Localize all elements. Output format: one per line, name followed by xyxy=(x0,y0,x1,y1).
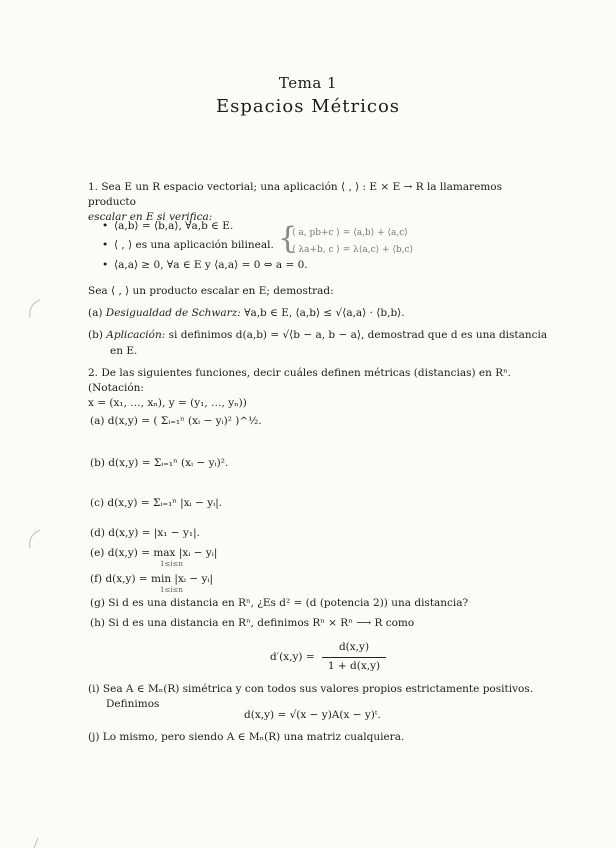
bilinear-note-1: ⟨ a, pb+c ⟩ = ⟨a,b⟩ + ⟨a,c⟩ xyxy=(292,228,408,238)
tema-heading: Tema 1 xyxy=(278,74,338,92)
ex2-item-i-text: Sea A ∈ Mₙ(R) simétrica y con todos sus valores propios estrictamente positivos. xyxy=(102,683,534,695)
ex1-intro-line1: 1. Sea E un R espacio vectorial; una aplicación ⟨ , ⟩ : E × E → R la llamaremos producto xyxy=(88,181,502,208)
bilinear-note-2: ⟨ λa+b, c ⟩ = λ⟨a,c⟩ + ⟨b,c⟩ xyxy=(292,245,414,255)
ex2-item-g xyxy=(90,596,550,611)
ex1-item-b-text: si definimos d(a,b) = √⟨b − a, b − a⟩, demostrad que d es una distancia xyxy=(168,329,548,341)
ex2-item-f-text: d(x,y) = min |xᵢ − yᵢ| xyxy=(105,573,214,585)
ex2-item-e-label: (e) xyxy=(90,547,105,559)
ex2-item-j-text: Lo mismo, pero siendo A ∈ Mₙ(R) una matriz cualquiera. xyxy=(102,731,405,743)
ex2-item-a xyxy=(90,414,262,429)
ex2-item-j-label: (j) xyxy=(88,731,100,743)
ex1-item-b-name: Aplicación: xyxy=(106,329,166,341)
h-formula-numerator: d(x,y) xyxy=(338,641,370,653)
ex2-item-h xyxy=(90,616,550,631)
ex2-item-h-text: Si d es una distancia en Rⁿ, definimos Rⁿ × Rⁿ ⟶ R como xyxy=(108,617,415,629)
ex2-item-h-label: (h) xyxy=(90,617,105,629)
page-title: Espacios Métricos xyxy=(215,96,401,117)
ex2-item-g-label: (g) xyxy=(90,597,105,609)
ex2-item-e-sub: 1≤i≤n xyxy=(160,560,183,568)
ex2-item-f-label: (f) xyxy=(90,573,103,585)
ex1-item-b xyxy=(88,328,548,343)
ex2-item-g-text: Si d es una distancia en Rⁿ, ¿Es d² = (d (potencia 2)) una distancia? xyxy=(108,597,469,609)
ex1-item-a-text: ∀a,b ∈ E, ⟨a,b⟩ ≤ √⟨a,a⟩ · ⟨b,b⟩. xyxy=(244,307,405,319)
ex1-item-a-label: (a) xyxy=(88,307,103,319)
h-formula-lhs: d′(x,y) = xyxy=(270,651,315,663)
ex2-item-d-label: (d) xyxy=(90,527,105,539)
ex2-intro-line1: 2. De las siguientes funciones, decir cuáles definen métricas (distancias) en Rⁿ. (Notación: xyxy=(88,367,512,394)
ex1-item-a-name: Desigualdad de Schwarz: xyxy=(105,307,241,319)
ex1-item-b-cont: en E. xyxy=(110,345,138,357)
ex1-item-a xyxy=(88,306,548,321)
ex2-intro-line2: x = (x₁, …, xₙ), y = (y₁, …, yₙ)) xyxy=(88,397,247,409)
ex1-bullet-3: • ⟨a,a⟩ ≥ 0, ∀a ∈ E y ⟨a,a⟩ = 0 ⇔ a = 0. xyxy=(114,258,308,273)
ex2-item-d xyxy=(90,526,200,541)
ex1-demo-intro: Sea ⟨ , ⟩ un producto escalar en E; demostrad: xyxy=(88,285,334,297)
ex2-item-j xyxy=(88,730,548,745)
ex2-item-c-text: d(x,y) = Σᵢ₌₁ⁿ |xᵢ − yᵢ|. xyxy=(107,497,223,509)
binder-edge xyxy=(0,0,40,848)
bilinear-brace: { xyxy=(278,221,298,256)
ex2-item-f-sub: 1≤i≤n xyxy=(160,586,183,594)
h-formula-denominator: 1 + d(x,y) xyxy=(327,660,381,672)
ex1-bullet-2: • ⟨ , ⟩ es una aplicación bilineal. xyxy=(114,238,274,253)
ex2-intro xyxy=(88,366,548,411)
i-formula: d(x,y) = √(x − y)A(x − y)ᵗ. xyxy=(244,709,381,721)
ex2-item-i-label: (i) xyxy=(88,683,100,695)
ex2-item-b-text: d(x,y) = Σᵢ₌₁ⁿ (xᵢ − yᵢ)². xyxy=(108,457,229,469)
ex2-item-a-text: d(x,y) = ( Σᵢ₌₁ⁿ (xᵢ − yᵢ)² )^½. xyxy=(107,415,262,427)
ex2-item-i xyxy=(88,682,548,697)
h-formula-fraction-bar xyxy=(322,657,386,658)
ex2-item-c xyxy=(90,496,222,511)
ex2-item-b xyxy=(90,456,228,471)
ex2-item-d-text: d(x,y) = |x₁ − y₁|. xyxy=(108,527,201,539)
ex2-item-a-label: (a) xyxy=(90,415,105,427)
ex2-item-c-label: (c) xyxy=(90,497,105,509)
ex2-item-i-cont: Definimos xyxy=(106,698,160,710)
ex1-intro-line2: escalar en E si verifica: xyxy=(88,211,213,223)
ex2-item-e-text: d(x,y) = max |xᵢ − yᵢ| xyxy=(107,547,218,559)
ex2-item-b-label: (b) xyxy=(90,457,105,469)
ex2-item-f xyxy=(90,572,213,587)
ex1-item-b-label: (b) xyxy=(88,329,103,341)
ex2-item-e xyxy=(90,546,217,561)
ex1-bullet-1: • ⟨a,b⟩ = ⟨b,a⟩, ∀a,b ∈ E. xyxy=(114,219,233,234)
